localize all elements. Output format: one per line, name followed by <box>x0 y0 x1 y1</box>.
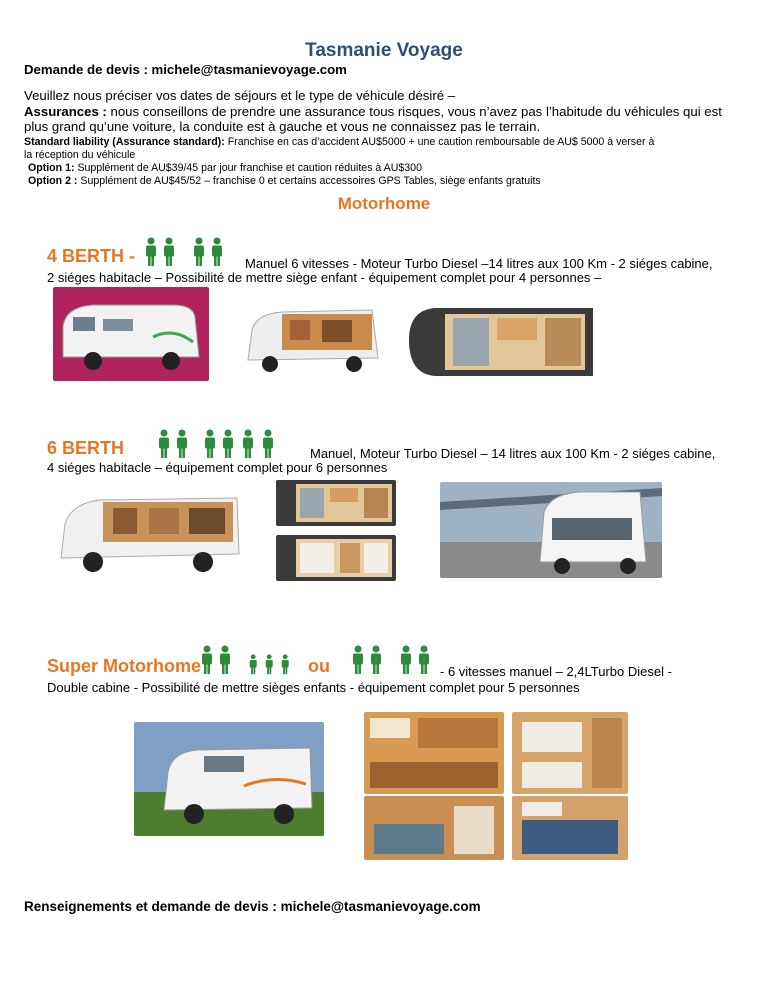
or-text: ou <box>308 656 330 676</box>
intro-line: Veuillez nous préciser vos dates de séjours et le type de véhicule désiré – <box>24 88 456 103</box>
standard-label: Standard liability (Assurance standard): <box>24 136 225 148</box>
photo-super-exterior <box>134 722 324 836</box>
vehicle-desc-1: - 6 vitesses manuel – 2,4LTurbo Diesel - <box>440 664 672 679</box>
section-title-motorhome: Motorhome <box>337 194 431 213</box>
option1-text: Supplément de AU$39/45 par jour franchise et caution réduites à AU$300 <box>74 162 422 174</box>
photo-6-berth-exterior <box>440 482 662 578</box>
vehicle-super-heading <box>47 656 201 677</box>
person-icon <box>202 646 212 675</box>
vehicle-desc-1: Manuel 6 vitesses - Moteur Turbo Diesel –14 litres aux 100 Km - 2 siéges cabine, <box>245 256 713 271</box>
vehicle-4-berth-heading <box>47 246 135 267</box>
vehicle-desc-2: 4 siéges habitacle – équipement complet pour 6 personnes <box>47 460 388 475</box>
photo-4-berth-floorplan <box>405 300 597 382</box>
vehicle-name: 4 BERTH - <box>47 246 136 266</box>
photo-6-berth-floorplan-night <box>276 535 396 581</box>
standard-liability-line-2: la réception du véhicule <box>24 149 136 161</box>
person-icons-6 <box>156 428 286 460</box>
insurance-text: nous conseillons de prendre une assurance tous risques, vous n’avez pas l’habitude du véhicules qui est <box>106 104 722 119</box>
vehicle-desc-1: Manuel, Moteur Turbo Diesel – 14 litres aux 100 Km - 2 siéges cabine, <box>310 446 716 461</box>
photo-4-berth-exterior <box>53 287 209 381</box>
person-icon <box>353 646 363 675</box>
person-icon <box>282 654 289 674</box>
vehicle-name: Super Motorhome <box>47 656 202 676</box>
photo-super-interior-bedroom <box>512 796 628 860</box>
photo-super-interior-kitchen <box>364 712 504 794</box>
person-icon <box>419 646 429 675</box>
person-icon <box>243 430 253 459</box>
person-icon <box>401 646 411 675</box>
vehicle-name: 6 BERTH <box>47 438 125 458</box>
person-icons-4 <box>143 236 235 268</box>
person-icon <box>223 430 233 459</box>
insurance-line <box>24 104 722 120</box>
person-icon <box>164 238 174 267</box>
person-icon <box>194 238 204 267</box>
photo-6-berth-cutaway <box>53 480 245 580</box>
photo-super-interior-bunk <box>512 712 628 794</box>
person-icon <box>205 430 215 459</box>
person-icon <box>371 646 381 675</box>
photo-4-berth-cutaway <box>242 300 384 378</box>
person-icon <box>159 430 169 459</box>
person-icon <box>177 430 187 459</box>
option1-line <box>28 162 422 175</box>
vehicle-desc-2: Double cabine - Possibilité de mettre sièges enfants - équipement complet pour 5 personnes <box>47 680 580 695</box>
footer-contact: Renseignements et demande de devis : michele@tasmanievoyage.com <box>24 899 481 914</box>
person-icon <box>220 646 230 675</box>
person-icon <box>250 654 257 674</box>
standard-text: Franchise en cas d’accident AU$5000 + une caution remboursable de AU$ 5000 à verser à <box>224 136 655 148</box>
or-label <box>308 656 330 677</box>
person-icons-super-b <box>350 644 440 676</box>
person-icon <box>263 430 273 459</box>
option2-line <box>28 175 541 188</box>
standard-liability-line <box>24 136 654 149</box>
quote-request-line: Demande de devis : michele@tasmanievoyage.com <box>24 62 347 77</box>
vehicle-desc-2: 2 siéges habitacle – Possibilité de mettre siège enfant - équipement complet pour 4 personnes – <box>47 270 602 285</box>
photo-6-berth-floorplan-day <box>276 480 396 526</box>
person-icon <box>146 238 156 267</box>
option2-label: Option 2 : <box>28 175 78 187</box>
insurance-label: Assurances : <box>24 104 107 119</box>
option2-text: Supplément de AU$45/52 – franchise 0 et certains accessoires GPS Tables, siège enfants gratuits <box>77 175 541 187</box>
person-icon <box>212 238 222 267</box>
person-icons-super-a <box>199 644 299 676</box>
option1-label: Option 1: <box>28 162 75 174</box>
person-icon <box>266 654 273 674</box>
page-title: Tasmanie Voyage <box>305 40 463 61</box>
photo-super-interior-seating <box>364 796 504 860</box>
vehicle-6-berth-heading <box>47 438 124 459</box>
insurance-line-2: plus grand qu’une voiture, la conduite est à gauche et vous ne connaissez pas le terrain. <box>24 119 541 134</box>
